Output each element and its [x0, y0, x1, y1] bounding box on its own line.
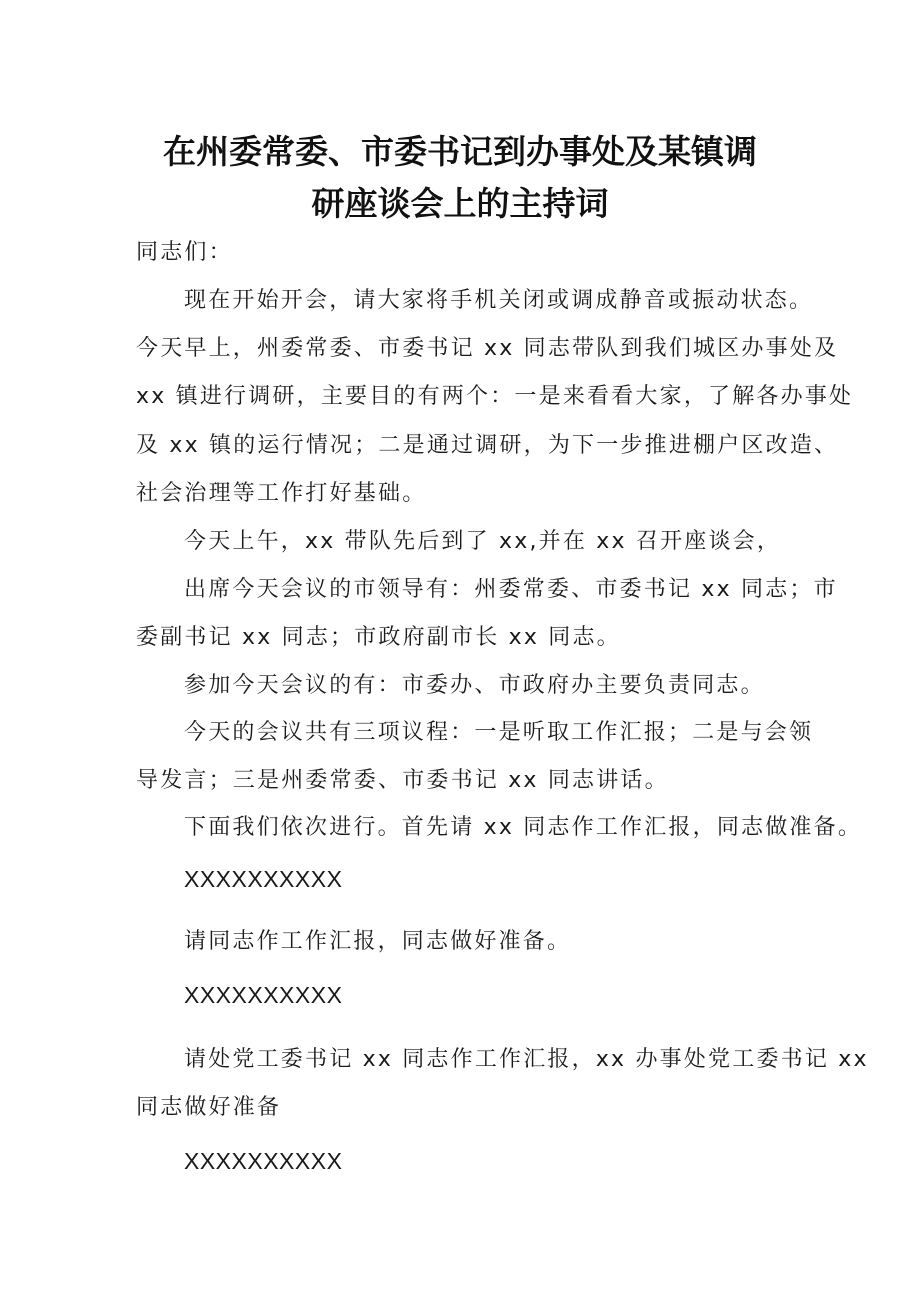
document-title-line-2: 研座谈会上的主持词: [311, 184, 609, 223]
paragraph-line: 委副书记 xx 同志；市政府副市长 xx 同志。: [136, 625, 621, 650]
document-title-line-1: 在州委常委、市委书记到办事处及某镇调: [163, 132, 757, 171]
paragraph-line: 社会治理等工作打好基础。: [136, 481, 427, 506]
paragraph-line: 今天早上，州委常委、市委书记 xx 同志带队到我们城区办事处及: [136, 336, 839, 361]
placeholder-line: XXXXXXXXXX: [184, 866, 343, 892]
paragraph-line: 今天上午，xx 带队先后到了 xx,并在 xx 召开座谈会，: [184, 529, 782, 554]
paragraph-line: 出席今天会议的市领导有：州委常委、市委书记 xx 同志；市: [184, 577, 838, 602]
paragraph-line: 下面我们依次进行。首先请 xx 同志作工作汇报，同志做准备。: [184, 815, 863, 840]
paragraph-line: xx 镇进行调研，主要目的有两个：一是来看看大家，了解各办事处: [136, 384, 854, 409]
salutation: 同志们：: [136, 240, 233, 265]
paragraph-line: 请处党工委书记 xx 同志作工作汇报，xx 办事处党工委书记 xx: [184, 1047, 869, 1072]
paragraph-line: 现在开始开会，请大家将手机关闭或调成静音或振动状态。: [184, 288, 814, 313]
paragraph-line: 导发言；三是州委常委、市委书记 xx 同志讲话。: [136, 768, 669, 793]
paragraph-line: 同志做好准备: [136, 1095, 282, 1120]
placeholder-line: XXXXXXXXXX: [184, 1148, 343, 1174]
paragraph-line: 及 xx 镇的运行情况；二是通过调研，为下一步推进棚户区改造、: [136, 433, 839, 458]
placeholder-line: XXXXXXXXXX: [184, 982, 343, 1008]
paragraph-line: 请同志作工作汇报，同志做好准备。: [184, 929, 572, 954]
paragraph-line: 参加今天会议的有：市委办、市政府办主要负责同志。: [184, 673, 765, 698]
paragraph-line: 今天的会议共有三项议程：一是听取工作汇报；二是与会领: [184, 720, 814, 745]
